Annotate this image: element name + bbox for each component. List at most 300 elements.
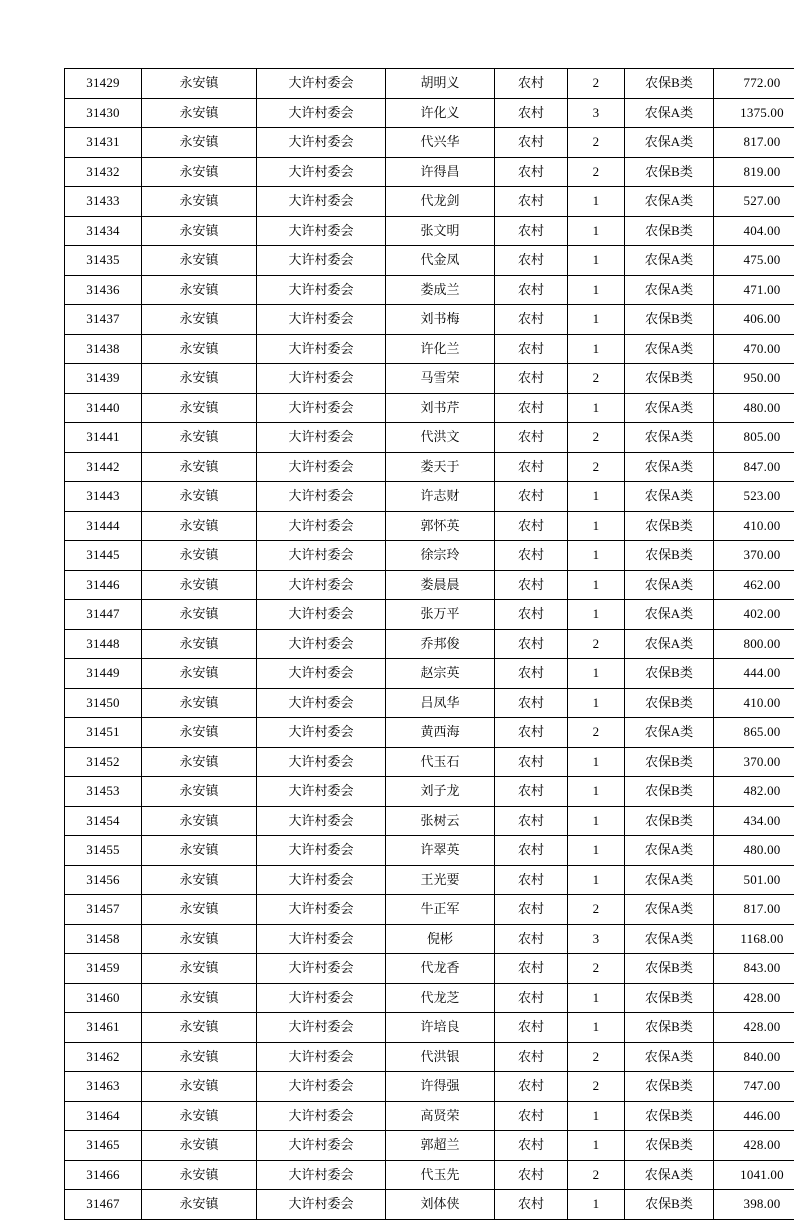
cell-amount: 817.00 (714, 895, 794, 925)
cell-town: 永安镇 (142, 777, 257, 807)
cell-id: 31450 (65, 688, 142, 718)
cell-category: 农保A类 (625, 865, 714, 895)
cell-category: 农保A类 (625, 895, 714, 925)
cell-name: 代玉先 (386, 1160, 495, 1190)
cell-amount: 501.00 (714, 865, 794, 895)
cell-category: 农保B类 (625, 305, 714, 335)
cell-town: 永安镇 (142, 423, 257, 453)
cell-id: 31460 (65, 983, 142, 1013)
cell-id: 31457 (65, 895, 142, 925)
cell-town: 永安镇 (142, 1190, 257, 1220)
table-row (65, 157, 794, 187)
cell-amount: 470.00 (714, 334, 794, 364)
cell-count: 1 (568, 187, 625, 217)
cell-amount: 527.00 (714, 187, 794, 217)
table-row (65, 629, 794, 659)
cell-town: 永安镇 (142, 629, 257, 659)
cell-amount: 410.00 (714, 688, 794, 718)
cell-name: 娄晨晨 (386, 570, 495, 600)
cell-type: 农村 (495, 423, 568, 453)
cell-amount: 404.00 (714, 216, 794, 246)
cell-town: 永安镇 (142, 511, 257, 541)
cell-id: 31430 (65, 98, 142, 128)
cell-amount: 471.00 (714, 275, 794, 305)
cell-type: 农村 (495, 688, 568, 718)
cell-name: 高贤荣 (386, 1101, 495, 1131)
cell-id: 31437 (65, 305, 142, 335)
cell-count: 1 (568, 393, 625, 423)
cell-town: 永安镇 (142, 393, 257, 423)
cell-village: 大许村委会 (257, 924, 386, 954)
cell-name: 张文明 (386, 216, 495, 246)
cell-village: 大许村委会 (257, 364, 386, 394)
table-row (65, 570, 794, 600)
cell-count: 2 (568, 128, 625, 158)
cell-count: 3 (568, 924, 625, 954)
cell-amount: 805.00 (714, 423, 794, 453)
cell-town: 永安镇 (142, 570, 257, 600)
cell-village: 大许村委会 (257, 1160, 386, 1190)
cell-category: 农保B类 (625, 1101, 714, 1131)
cell-name: 代兴华 (386, 128, 495, 158)
cell-amount: 444.00 (714, 659, 794, 689)
cell-category: 农保B类 (625, 777, 714, 807)
table-row (65, 305, 794, 335)
cell-count: 1 (568, 806, 625, 836)
cell-id: 31443 (65, 482, 142, 512)
cell-name: 代洪文 (386, 423, 495, 453)
cell-amount: 410.00 (714, 511, 794, 541)
cell-village: 大许村委会 (257, 98, 386, 128)
cell-id: 31461 (65, 1013, 142, 1043)
cell-type: 农村 (495, 364, 568, 394)
cell-category: 农保A类 (625, 600, 714, 630)
cell-village: 大许村委会 (257, 334, 386, 364)
cell-type: 农村 (495, 128, 568, 158)
cell-name: 刘子龙 (386, 777, 495, 807)
cell-type: 农村 (495, 600, 568, 630)
cell-id: 31429 (65, 69, 142, 99)
cell-name: 许化义 (386, 98, 495, 128)
cell-count: 1 (568, 246, 625, 276)
cell-amount: 1041.00 (714, 1160, 794, 1190)
cell-name: 娄成兰 (386, 275, 495, 305)
table-row (65, 482, 794, 512)
cell-amount: 370.00 (714, 541, 794, 571)
cell-count: 1 (568, 865, 625, 895)
cell-count: 1 (568, 1013, 625, 1043)
cell-id: 31432 (65, 157, 142, 187)
table-row (65, 128, 794, 158)
cell-id: 31454 (65, 806, 142, 836)
cell-id: 31463 (65, 1072, 142, 1102)
cell-amount: 480.00 (714, 836, 794, 866)
cell-category: 农保A类 (625, 482, 714, 512)
cell-name: 刘书芹 (386, 393, 495, 423)
cell-category: 农保A类 (625, 570, 714, 600)
cell-category: 农保B类 (625, 1072, 714, 1102)
cell-category: 农保B类 (625, 364, 714, 394)
cell-town: 永安镇 (142, 747, 257, 777)
cell-town: 永安镇 (142, 98, 257, 128)
cell-name: 胡明义 (386, 69, 495, 99)
cell-type: 农村 (495, 1190, 568, 1220)
cell-type: 农村 (495, 1101, 568, 1131)
cell-category: 农保A类 (625, 98, 714, 128)
cell-id: 31455 (65, 836, 142, 866)
cell-count: 1 (568, 983, 625, 1013)
cell-village: 大许村委会 (257, 600, 386, 630)
cell-village: 大许村委会 (257, 865, 386, 895)
cell-category: 农保A类 (625, 128, 714, 158)
table-row (65, 865, 794, 895)
cell-category: 农保B类 (625, 806, 714, 836)
cell-town: 永安镇 (142, 1131, 257, 1161)
table-row (65, 393, 794, 423)
cell-count: 1 (568, 334, 625, 364)
cell-village: 大许村委会 (257, 69, 386, 99)
table-row (65, 806, 794, 836)
cell-id: 31435 (65, 246, 142, 276)
cell-category: 农保A类 (625, 452, 714, 482)
cell-village: 大许村委会 (257, 393, 386, 423)
cell-count: 1 (568, 1131, 625, 1161)
table-row (65, 216, 794, 246)
cell-category: 农保A类 (625, 629, 714, 659)
cell-town: 永安镇 (142, 1013, 257, 1043)
cell-id: 31436 (65, 275, 142, 305)
cell-village: 大许村委会 (257, 423, 386, 453)
cell-count: 2 (568, 1042, 625, 1072)
cell-type: 农村 (495, 777, 568, 807)
cell-name: 许得强 (386, 1072, 495, 1102)
cell-type: 农村 (495, 541, 568, 571)
cell-category: 农保B类 (625, 954, 714, 984)
cell-id: 31440 (65, 393, 142, 423)
cell-village: 大许村委会 (257, 1131, 386, 1161)
table-row (65, 541, 794, 571)
cell-village: 大许村委会 (257, 246, 386, 276)
table-body (65, 69, 794, 1220)
cell-type: 农村 (495, 954, 568, 984)
table-row (65, 777, 794, 807)
table-row (65, 1190, 794, 1220)
cell-village: 大许村委会 (257, 806, 386, 836)
cell-id: 31446 (65, 570, 142, 600)
cell-id: 31434 (65, 216, 142, 246)
cell-town: 永安镇 (142, 688, 257, 718)
cell-category: 农保A类 (625, 924, 714, 954)
cell-name: 张树云 (386, 806, 495, 836)
cell-type: 农村 (495, 836, 568, 866)
cell-type: 农村 (495, 511, 568, 541)
cell-id: 31451 (65, 718, 142, 748)
cell-name: 乔邦俊 (386, 629, 495, 659)
cell-name: 徐宗玲 (386, 541, 495, 571)
table-row (65, 364, 794, 394)
cell-category: 农保B类 (625, 511, 714, 541)
cell-name: 代龙剑 (386, 187, 495, 217)
cell-count: 1 (568, 836, 625, 866)
subsidy-recipients-table (64, 68, 794, 1220)
cell-town: 永安镇 (142, 364, 257, 394)
cell-name: 娄天于 (386, 452, 495, 482)
cell-count: 1 (568, 216, 625, 246)
cell-village: 大许村委会 (257, 187, 386, 217)
cell-village: 大许村委会 (257, 983, 386, 1013)
cell-name: 代金凤 (386, 246, 495, 276)
cell-town: 永安镇 (142, 187, 257, 217)
cell-village: 大许村委会 (257, 570, 386, 600)
table-row (65, 659, 794, 689)
cell-type: 农村 (495, 1013, 568, 1043)
cell-category: 农保B类 (625, 69, 714, 99)
cell-type: 农村 (495, 895, 568, 925)
cell-type: 农村 (495, 482, 568, 512)
cell-name: 倪彬 (386, 924, 495, 954)
cell-town: 永安镇 (142, 334, 257, 364)
cell-town: 永安镇 (142, 216, 257, 246)
cell-amount: 428.00 (714, 983, 794, 1013)
cell-type: 农村 (495, 334, 568, 364)
cell-type: 农村 (495, 983, 568, 1013)
cell-id: 31433 (65, 187, 142, 217)
cell-village: 大许村委会 (257, 482, 386, 512)
cell-village: 大许村委会 (257, 777, 386, 807)
cell-count: 1 (568, 541, 625, 571)
table-row (65, 1160, 794, 1190)
cell-category: 农保B类 (625, 688, 714, 718)
cell-category: 农保A类 (625, 334, 714, 364)
cell-id: 31441 (65, 423, 142, 453)
cell-village: 大许村委会 (257, 747, 386, 777)
cell-amount: 840.00 (714, 1042, 794, 1072)
cell-type: 农村 (495, 1160, 568, 1190)
table-row (65, 954, 794, 984)
cell-type: 农村 (495, 216, 568, 246)
cell-id: 31445 (65, 541, 142, 571)
table-row (65, 246, 794, 276)
cell-type: 农村 (495, 806, 568, 836)
table-row (65, 275, 794, 305)
cell-amount: 817.00 (714, 128, 794, 158)
cell-town: 永安镇 (142, 1072, 257, 1102)
cell-count: 3 (568, 98, 625, 128)
cell-category: 农保A类 (625, 275, 714, 305)
cell-count: 1 (568, 305, 625, 335)
cell-type: 农村 (495, 246, 568, 276)
cell-town: 永安镇 (142, 1160, 257, 1190)
cell-amount: 865.00 (714, 718, 794, 748)
cell-amount: 446.00 (714, 1101, 794, 1131)
cell-type: 农村 (495, 98, 568, 128)
cell-id: 31458 (65, 924, 142, 954)
cell-village: 大许村委会 (257, 718, 386, 748)
cell-name: 郭超兰 (386, 1131, 495, 1161)
cell-id: 31464 (65, 1101, 142, 1131)
table-row (65, 511, 794, 541)
cell-id: 31465 (65, 1131, 142, 1161)
cell-id: 31442 (65, 452, 142, 482)
cell-name: 许培良 (386, 1013, 495, 1043)
cell-village: 大许村委会 (257, 1190, 386, 1220)
cell-id: 31447 (65, 600, 142, 630)
cell-count: 2 (568, 718, 625, 748)
cell-category: 农保A类 (625, 393, 714, 423)
cell-type: 农村 (495, 275, 568, 305)
cell-amount: 428.00 (714, 1013, 794, 1043)
cell-count: 2 (568, 954, 625, 984)
cell-name: 王光要 (386, 865, 495, 895)
cell-name: 黄西海 (386, 718, 495, 748)
cell-id: 31449 (65, 659, 142, 689)
cell-town: 永安镇 (142, 836, 257, 866)
cell-amount: 398.00 (714, 1190, 794, 1220)
cell-name: 牛正军 (386, 895, 495, 925)
cell-town: 永安镇 (142, 305, 257, 335)
cell-category: 农保B类 (625, 541, 714, 571)
cell-category: 农保B类 (625, 157, 714, 187)
table-row (65, 1131, 794, 1161)
cell-name: 代洪银 (386, 1042, 495, 1072)
cell-name: 刘体侠 (386, 1190, 495, 1220)
cell-town: 永安镇 (142, 924, 257, 954)
cell-town: 永安镇 (142, 1042, 257, 1072)
cell-category: 农保A类 (625, 1042, 714, 1072)
cell-count: 1 (568, 1101, 625, 1131)
cell-amount: 402.00 (714, 600, 794, 630)
cell-id: 31462 (65, 1042, 142, 1072)
cell-id: 31438 (65, 334, 142, 364)
cell-id: 31459 (65, 954, 142, 984)
cell-amount: 950.00 (714, 364, 794, 394)
cell-town: 永安镇 (142, 718, 257, 748)
cell-count: 1 (568, 747, 625, 777)
table-row (65, 187, 794, 217)
cell-village: 大许村委会 (257, 629, 386, 659)
cell-count: 1 (568, 688, 625, 718)
cell-id: 31444 (65, 511, 142, 541)
cell-id: 31467 (65, 1190, 142, 1220)
cell-town: 永安镇 (142, 246, 257, 276)
cell-count: 1 (568, 1190, 625, 1220)
table-row (65, 1042, 794, 1072)
cell-type: 农村 (495, 747, 568, 777)
cell-category: 农保B类 (625, 1013, 714, 1043)
cell-type: 农村 (495, 1072, 568, 1102)
cell-amount: 747.00 (714, 1072, 794, 1102)
cell-category: 农保B类 (625, 216, 714, 246)
cell-name: 郭怀英 (386, 511, 495, 541)
cell-town: 永安镇 (142, 157, 257, 187)
table-row (65, 836, 794, 866)
table-row (65, 452, 794, 482)
cell-amount: 800.00 (714, 629, 794, 659)
cell-town: 永安镇 (142, 1101, 257, 1131)
cell-village: 大许村委会 (257, 157, 386, 187)
cell-type: 农村 (495, 1042, 568, 1072)
cell-category: 农保B类 (625, 983, 714, 1013)
cell-type: 农村 (495, 187, 568, 217)
cell-count: 2 (568, 629, 625, 659)
cell-id: 31431 (65, 128, 142, 158)
cell-count: 2 (568, 895, 625, 925)
cell-village: 大许村委会 (257, 895, 386, 925)
cell-count: 1 (568, 511, 625, 541)
cell-type: 农村 (495, 924, 568, 954)
cell-name: 马雪荣 (386, 364, 495, 394)
cell-name: 代龙香 (386, 954, 495, 984)
cell-type: 农村 (495, 452, 568, 482)
cell-type: 农村 (495, 157, 568, 187)
cell-count: 1 (568, 777, 625, 807)
cell-amount: 475.00 (714, 246, 794, 276)
cell-amount: 819.00 (714, 157, 794, 187)
cell-village: 大许村委会 (257, 541, 386, 571)
cell-name: 代龙芝 (386, 983, 495, 1013)
cell-count: 2 (568, 1072, 625, 1102)
cell-category: 农保A类 (625, 1160, 714, 1190)
table-row (65, 688, 794, 718)
table-row (65, 1072, 794, 1102)
cell-category: 农保A类 (625, 718, 714, 748)
cell-town: 永安镇 (142, 865, 257, 895)
cell-amount: 1168.00 (714, 924, 794, 954)
cell-type: 农村 (495, 393, 568, 423)
cell-count: 2 (568, 452, 625, 482)
cell-count: 1 (568, 600, 625, 630)
cell-id: 31453 (65, 777, 142, 807)
cell-amount: 370.00 (714, 747, 794, 777)
cell-village: 大许村委会 (257, 659, 386, 689)
cell-village: 大许村委会 (257, 1072, 386, 1102)
cell-type: 农村 (495, 305, 568, 335)
cell-amount: 843.00 (714, 954, 794, 984)
cell-town: 永安镇 (142, 806, 257, 836)
cell-name: 赵宗英 (386, 659, 495, 689)
cell-village: 大许村委会 (257, 1042, 386, 1072)
cell-name: 张万平 (386, 600, 495, 630)
cell-village: 大许村委会 (257, 836, 386, 866)
cell-town: 永安镇 (142, 128, 257, 158)
cell-category: 农保A类 (625, 836, 714, 866)
cell-name: 刘书梅 (386, 305, 495, 335)
cell-town: 永安镇 (142, 482, 257, 512)
cell-town: 永安镇 (142, 659, 257, 689)
cell-id: 31466 (65, 1160, 142, 1190)
cell-id: 31448 (65, 629, 142, 659)
cell-type: 农村 (495, 718, 568, 748)
cell-id: 31456 (65, 865, 142, 895)
cell-village: 大许村委会 (257, 1101, 386, 1131)
cell-count: 1 (568, 570, 625, 600)
cell-type: 农村 (495, 659, 568, 689)
cell-count: 1 (568, 275, 625, 305)
cell-category: 农保B类 (625, 659, 714, 689)
cell-town: 永安镇 (142, 983, 257, 1013)
cell-name: 代玉石 (386, 747, 495, 777)
cell-town: 永安镇 (142, 954, 257, 984)
cell-village: 大许村委会 (257, 305, 386, 335)
cell-name: 许化兰 (386, 334, 495, 364)
cell-amount: 434.00 (714, 806, 794, 836)
cell-category: 农保B类 (625, 747, 714, 777)
cell-village: 大许村委会 (257, 275, 386, 305)
cell-amount: 772.00 (714, 69, 794, 99)
cell-village: 大许村委会 (257, 128, 386, 158)
cell-name: 许翠英 (386, 836, 495, 866)
cell-name: 许得昌 (386, 157, 495, 187)
